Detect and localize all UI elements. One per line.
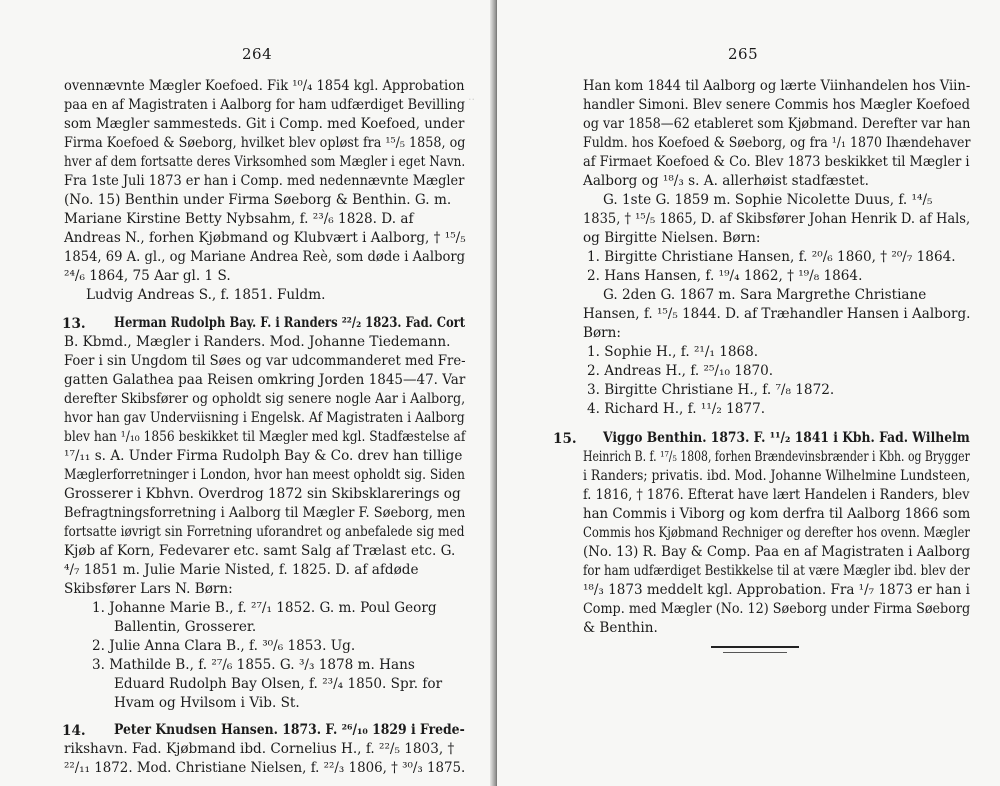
section-end-rule	[711, 646, 799, 648]
entry-number-15: 15.	[553, 431, 577, 447]
text-line: hver af dem fortsatte deres Virksomhed som Mægler i eget Navn.	[64, 154, 466, 170]
text-line: han Commis i Viborg og kom derfra til Aalborg 1866 som	[583, 506, 971, 522]
list-item: 1. Johanne Marie B., f. ²⁷/₁ 1852. G. m. Poul Georg	[92, 600, 437, 616]
text-line: G. 2den G. 1867 m. Sara Margrethe Christiane	[603, 287, 927, 303]
text-line: Foer i sin Ungdom til Søes og var udcommanderet med Fre-	[64, 353, 466, 369]
text-line: Hansen, f. ¹⁵/₅ 1844. D. af Træhandler Hansen i Aalborg.	[583, 306, 971, 322]
entry-heading-line: Peter Knudsen Hansen. 1873. F. ²⁶/₁₀ 1829 i Frede-	[114, 722, 465, 738]
list-item: 1. Birgitte Christiane Hansen, f. ²⁰/₆ 1860, † ²⁰/₇ 1864.	[587, 249, 956, 265]
text-line: & Benthin.	[583, 620, 658, 636]
list-item: 1. Sophie H., f. ²¹/₁ 1868.	[587, 344, 759, 360]
text-line: Børn:	[583, 325, 622, 341]
list-item: 2. Hans Hansen, f. ¹⁹/₄ 1862, † ¹⁹/₈ 1864.	[587, 268, 863, 284]
text-line: Aalborg og ¹⁸/₃ s. A. allerhøist stadfæstet.	[583, 173, 869, 189]
text-line: f. 1816, † 1876. Efterat have lært Handelen i Randers, blev	[583, 487, 970, 503]
text-line: af Firmaet Koefoed & Co. Blev 1873 beskikket til Mægler i	[583, 154, 970, 170]
text-line: B. Kbmd., Mægler i Randers. Mod. Johanne Tiedemann.	[64, 334, 451, 350]
right-page-number: 265	[728, 45, 759, 63]
text-line: Firma Koefoed & Søeborg, hvilket blev opløst fra ¹⁵/₅ 1858, og	[64, 135, 466, 151]
text-line: Befragtningsforretning i Aalborg til Mægler F. Søeborg, men	[64, 505, 466, 521]
text-line: gatten Galathea paa Reisen omkring Jorden 1845—47. Var	[64, 372, 466, 388]
text-line: Fra 1ste Juli 1873 er han i Comp. med nedennævnte Mægler	[64, 173, 465, 189]
text-line: ¹⁷/₁₁ s. A. Under Firma Rudolph Bay & Co. drev han tillige	[64, 448, 463, 464]
text-line: ovennævnte Mægler Koefoed. Fik ¹⁰/₄ 1854 kgl. Approbation	[64, 78, 465, 94]
text-line: Andreas N., forhen Kjøbmand og Klubvært i Aalborg, † ¹⁵/₅	[64, 230, 466, 246]
entry-number-14: 14.	[62, 723, 86, 739]
text-line: Ludvig Andreas S., f. 1851. Fuldm.	[86, 287, 326, 303]
list-item-continuation: Eduard Rudolph Bay Olsen, f. ²³/₄ 1850. Spr. for	[114, 676, 443, 692]
text-line: og Birgitte Nielsen. Børn:	[583, 230, 761, 246]
text-line: Skibsfører Lars N. Børn:	[64, 581, 233, 597]
list-item: 2. Andreas H., f. ²⁵/₁₀ 1870.	[587, 363, 774, 379]
list-item: 2. Julie Anna Clara B., f. ³⁰/₆ 1853. Ug.	[92, 638, 356, 654]
text-line: G. 1ste G. 1859 m. Sophie Nicolette Duus, f. ¹⁴/₅	[603, 192, 933, 208]
text-line: fortsatte iøvrigt sin Forretning uforandret og anbefalede sig med	[64, 524, 465, 540]
list-item: 4. Richard H., f. ¹¹/₂ 1877.	[587, 401, 766, 417]
text-line: (No. 13) R. Bay & Comp. Paa en af Magistraten i Aalborg	[583, 544, 971, 560]
right-page	[497, 0, 1000, 786]
list-item: 3. Birgitte Christiane H., f. ⁷/₈ 1872.	[587, 382, 835, 398]
text-line: hvor han gav Underviisning i Engelsk. Af Magistraten i Aalborg	[64, 410, 465, 426]
left-page-number: 264	[242, 45, 273, 63]
text-line: (No. 15) Benthin under Firma Søeborg & Benthin. G. m.	[64, 192, 452, 208]
text-line: for ham udfærdiget Bestikkelse til at være Mægler ibd. blev der	[583, 563, 970, 579]
text-line: handler Simoni. Blev senere Commis hos Mægler Koefoed	[583, 97, 971, 113]
text-line: Grosserer i Kbhvn. Overdrog 1872 sin Skibsklarerings og	[64, 486, 461, 502]
text-line: Mæglerforretninger i London, hvor han meest opholdt sig. Siden	[64, 467, 465, 483]
text-line: ²⁴/₆ 1864, 75 Aar gl. 1 S.	[64, 268, 231, 284]
text-line: rikshavn. Fad. Kjøbmand ibd. Cornelius H., f. ²²/₅ 1803, †	[64, 741, 455, 757]
text-line: derefter Skibsfører og opholdt sig senere nogle Aar i Aalborg,	[64, 391, 466, 407]
text-line: Heinrich B. f. ¹⁷/₅ 1808, forhen Brændevinsbrænder i Kbh. og Brygger	[583, 449, 970, 465]
text-line: paa en af Magistraten i Aalborg for ham udfærdiget Bevilling	[64, 97, 465, 113]
text-line: og var 1858—62 etableret som Kjøbmand. Derefter var han	[583, 116, 971, 132]
text-line: ²²/₁₁ 1872. Mod. Christiane Nielsen, f. ²²/₃ 1806, † ³⁰/₃ 1875.	[64, 760, 466, 776]
left-page	[0, 0, 495, 786]
entry-number-13: 13.	[62, 316, 86, 332]
text-line: ¹⁸/₃ 1873 meddelt kgl. Approbation. Fra ¹/₇ 1873 er han i	[583, 582, 970, 598]
text-line: ⁴/₇ 1851 m. Julie Marie Nisted, f. 1825. D. af afdøde	[64, 562, 419, 578]
section-end-rule-thin	[723, 652, 787, 653]
list-item: 3. Mathilde B., f. ²⁷/₆ 1855. G. ³/₃ 1878 m. Hans	[92, 657, 415, 673]
text-line: som Mægler sammesteds. Git i Comp. med Koefoed, under	[64, 116, 465, 132]
list-item-continuation: Ballentin, Grosserer.	[114, 619, 257, 635]
list-item-continuation: Hvam og Hvilsom i Vib. St.	[114, 695, 300, 711]
bleed-through-mark: ..	[468, 90, 475, 103]
text-line: 1854, 69 A. gl., og Mariane Andrea Reè, som døde i Aalborg	[64, 249, 466, 265]
text-line: Comp. med Mægler (No. 12) Søeborg under Firma Søeborg	[583, 601, 971, 617]
text-line: Commis hos Kjøbmand Rechniger og derefter hos ovenn. Mægler	[583, 525, 970, 541]
text-line: 1835, † ¹⁵/₅ 1865, D. af Skibsfører Johan Henrik D. af Hals,	[583, 211, 971, 227]
text-line: i Randers; privatis. ibd. Mod. Johanne Wilhelmine Lundsteen,	[583, 468, 971, 484]
text-line: Kjøb af Korn, Fedevarer etc. samt Salg af Trælast etc. G.	[64, 543, 456, 559]
entry-heading-line: Herman Rudolph Bay. F. i Randers ²²/₂ 1823. Fad. Cort	[114, 315, 466, 331]
entry-heading-line: Viggo Benthin. 1873. F. ¹¹/₂ 1841 i Kbh. Fad. Wilhelm	[603, 430, 970, 446]
text-line: Fuldm. hos Koefoed & Søeborg, og fra ¹/₁ 1870 Ihændehaver	[583, 135, 971, 151]
text-line: blev han ¹/₁₀ 1856 beskikket til Mægler med kgl. Stadfæstelse af	[64, 429, 466, 445]
text-line: Mariane Kirstine Betty Nybsahm, f. ²³/₆ 1828. D. af	[64, 211, 414, 227]
text-line: Han kom 1844 til Aalborg og lærte Viinhandelen hos Viin-	[583, 78, 971, 94]
